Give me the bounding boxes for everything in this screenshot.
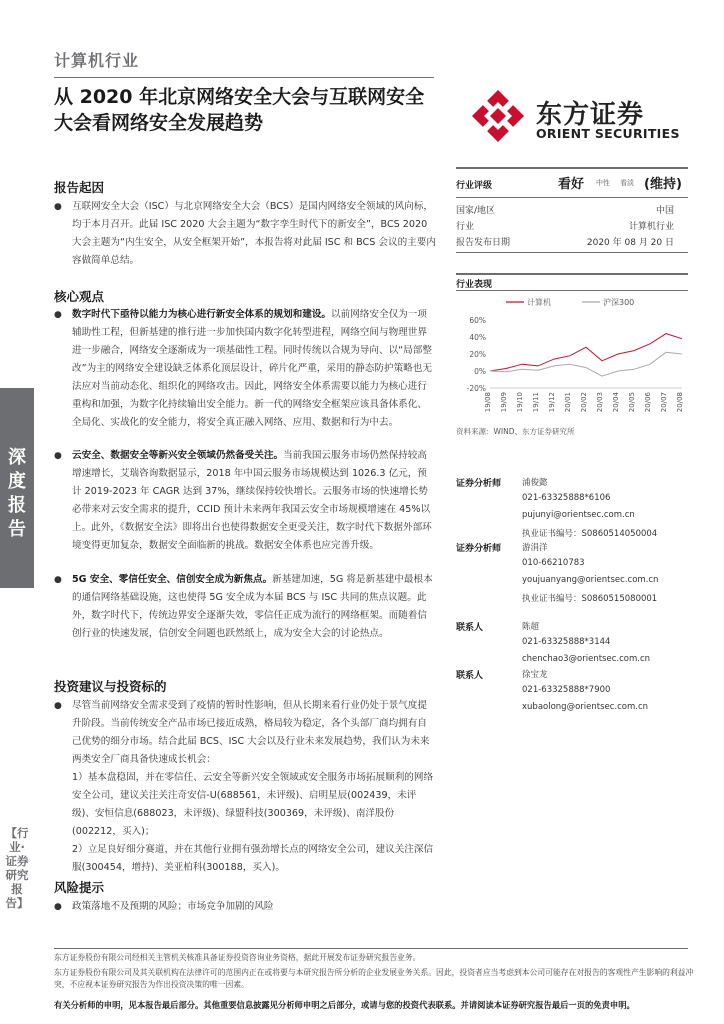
contact-email[interactable]: chenchao3@orientsec.com.cn [522, 654, 651, 664]
company-logo [470, 88, 680, 148]
analyst-role: 证券分析师 [456, 479, 502, 489]
footer-line-3: 有关分析师的申明，见本报告最后部分。其他重要信息披露见分析师申明之后部分，或请与您的投资代表联系。并请阅读本证券研究报告最后一页的免责申明。 [54, 1000, 635, 1010]
analyst-phone: 010-66210783 [522, 558, 585, 568]
info-value: 计算机行业 [628, 222, 674, 232]
info-value: 中国 [655, 206, 674, 216]
industry-label: 计算机行业 [54, 51, 140, 70]
x-tick-label: 19/10 [516, 392, 524, 413]
y-tick-label: 0% [474, 367, 486, 376]
contact-phone: 021-63325888*7900 [522, 685, 611, 695]
x-tick-label: 19/12 [548, 392, 556, 413]
section-title-invest: 投资建议与投资标的 [54, 679, 167, 694]
rating-option-bearish: 看淡 [620, 179, 634, 187]
footer-line-1: 东方证券股份有限公司经相关主管机关核准具备证券投资咨询业务资格，据此开展发布证券研究报告业务。 [54, 953, 421, 962]
bullet-dot-icon: ● [54, 451, 62, 461]
y-tick-label: 40% [469, 333, 486, 342]
logo-cn-text: 东方证券 [536, 100, 645, 130]
section-title-risk: 风险提示 [54, 880, 105, 895]
industry-performance-chart [456, 292, 688, 422]
rating-row [456, 172, 688, 196]
x-tick-label: 20/07 [660, 392, 668, 413]
bullet-dot-icon: ● [54, 310, 62, 320]
contact-phone: 021-63325888*3144 [522, 637, 611, 647]
perf-top-divider [456, 273, 688, 275]
y-tick-label: 60% [469, 316, 486, 325]
y-tick-label: -20% [466, 384, 486, 393]
x-tick-label: 20/03 [596, 392, 604, 413]
view-3-bold: 5G 安全、零信任安全、信创安全成为新焦点。 [72, 574, 273, 585]
analyst-2 [456, 541, 688, 621]
x-tick-label: 20/05 [628, 392, 636, 413]
invest-p1: 1）基本盘稳固，并在零信任、云安全等新兴安全领域或安全服务市场拓展顺利的网络安全公司，建议关注关注奇安信-U(688561，未评级)、启明星辰(002439，未评级)、安恒信息(688023，未评级)、绿盟科技(300369，未评级)、南洋股份(002212，买入)； [72, 772, 434, 837]
series-line-computer [490, 334, 682, 371]
section-title-origin: 报告起因 [54, 180, 105, 195]
x-tick-label: 20/02 [580, 392, 588, 413]
view-2-text: 当前我国云服务市场仍然保持较高增速增长，艾瑞咨询数据显示，2018 年中国云服务市场规模达到 1026.3 亿元，预计 2019-2023 年 CAGR 达到 37%，继续保持较快增长。云服务市场的快速增长势必带来对云安全需求的提升，CCID 预计未来两年我国云安全市场规模增速在 45%以上。此外，《数据安全法》即将出台也使得数据安全更受关注，数字时代下数据外部环境变得更加复杂，数据安全面临新的挑战。数据安全体系也应完善升级。 [72, 450, 432, 551]
analyst-email[interactable]: pujunyi@orientsec.com.cn [522, 510, 635, 520]
x-tick-label: 20/01 [564, 392, 572, 413]
info-value: 2020 年 08 月 20 日 [586, 238, 674, 248]
contact-role: 联系人 [456, 623, 484, 633]
analyst-phone: 021-63325888*6106 [522, 493, 611, 503]
info-divider [456, 252, 688, 253]
info-key: 行业 [456, 222, 475, 232]
contact-name: 陈超 [522, 622, 540, 632]
view-1-bold: 数字时代下亟待以能力为核心进行新安全体系的规划和建设。 [72, 309, 332, 320]
bullet-dot-icon: ● [54, 902, 62, 912]
contact-role: 联系人 [456, 671, 484, 681]
orient-logo-icon [470, 88, 526, 144]
x-tick-label: 20/08 [676, 392, 684, 413]
rating-label: 行业评级 [456, 181, 493, 191]
side-tab-label: 深度报告 [8, 447, 26, 540]
view-3-text: 新基建加速，5G 将是新基建中最根本的通信网络基础设施，这也使得 5G 安全成为本届 BCS 与 ISC 共同的焦点议题。此外，数字时代下，传统边界安全逐渐失效，零信任正成为流行的网络框架。而随着信创行业的快速发展，信创安全问题也跃然纸上，成为安全大会的讨论热点。 [72, 574, 433, 639]
x-tick-label: 19/08 [484, 392, 492, 413]
report-title: 从 2020 年北京网络安全大会与互联网安全大会看网络安全发展趋势 [54, 86, 425, 134]
info-row-date [456, 233, 688, 251]
analyst-name: 游涓洋 [522, 543, 548, 553]
series-line-hs300 [490, 352, 682, 376]
invest-p2: 2）立足良好细分赛道，并在其他行业拥有强劲增长点的网络安全公司，建议关注深信服(300454，增持)、美亚柏科(300188，买入)。 [72, 844, 434, 873]
perf-title: 行业表现 [456, 280, 493, 290]
rating-option-neutral: 中性 [596, 179, 610, 187]
risk-text: 政策落地不及预期的风险；市场竞争加剧的风险 [72, 901, 274, 912]
analyst-cert: 执业证书编号：S0860514050004 [522, 529, 658, 539]
x-tick-label: 20/06 [644, 392, 652, 413]
bullet-dot-icon: ● [54, 202, 62, 212]
view-2-bold: 云安全、数据安全等新兴安全领域仍然备受关注。 [72, 450, 284, 461]
analyst-email[interactable]: youjuanyang@orientsec.com.cn [522, 575, 659, 585]
bullet-dot-icon: ● [54, 575, 62, 585]
contact-name: 徐宝龙 [522, 670, 548, 680]
perf-title-divider [456, 290, 688, 291]
legend-label: 沪深300 [603, 298, 635, 307]
chart-source: 资料来源：WIND、东方证券研究所 [456, 427, 575, 436]
invest-intro: 尽管当前网络安全需求受到了疫情的暂时性影响，但从长期来看行业仍处于景气度提升阶段。当前传统安全产品市场已接近成熟，格局较为稳定，各个头部厂商均拥有自己优势的细分市场。结合此届 BCS、ISC 大会以及行业未来发展趋势，我们认为未来两类安全厂商具备快速成长机会： [72, 700, 430, 765]
logo-en-text: ORIENT SECURITIES [536, 126, 680, 141]
x-tick-label: 20/04 [612, 392, 620, 413]
info-key: 报告发布日期 [456, 238, 511, 248]
analyst-role: 证券分析师 [456, 544, 502, 554]
footer-line-2: 东方证券股份有限公司及其关联机构在法律许可的范围内正在或将要与本研究报告所分析的企业发展业务关系。因此，投资者应当考虑到本公司可能存在对报告的客观性产生影响的利益冲突，不应视本证券研究报告为作出投资决策的唯一因素。 [54, 968, 694, 989]
rating-divider [456, 197, 688, 198]
rating-maintain: (维持) [644, 177, 682, 192]
x-tick-label: 19/11 [532, 392, 540, 413]
contact-2 [456, 668, 688, 732]
x-tick-label: 19/09 [500, 392, 508, 413]
side-tab [0, 388, 34, 588]
footer-divider [54, 948, 688, 949]
info-key: 国家/地区 [456, 206, 496, 216]
legend-label: 计算机 [527, 298, 551, 307]
side-vertical-label: 【行业·证券研究报告】 [5, 826, 29, 910]
bullet-dot-icon: ● [54, 701, 62, 711]
y-tick-label: 20% [469, 350, 486, 359]
origin-text: 互联网安全大会（ISC）与北京网络安全大会（BCS）是国内网络安全领域的风向标，均于本月召开。此届 ISC 2020 大会主题为“数字孪生时代下的新安全”，BCS 2020 大会主题为“内生安全，从安全框架开始”，本报告将对此届 ISC 和 BCS 会议的主要内容做简单总结。 [72, 201, 436, 266]
rating-value: 看好 [558, 177, 585, 192]
analyst-cert: 执业证书编号：S0860515080001 [522, 594, 658, 604]
analyst-name: 浦俊懿 [522, 478, 548, 488]
contact-email[interactable]: xubaolong@orientsec.com.cn [522, 702, 649, 712]
right-top-divider [456, 167, 688, 169]
view-1-text: 以前网络安全仅为一项辅助性工程，但新基建的推行进一步加快国内数字化转型进程，网络空间与物理世界进一步融合，网络安全逐渐成为一项基础性工程。同时传统以合规为导向、以“局部整改”为主的网络安全建设缺乏体系化顶层设计，碎片化严重，采用的静态防护策略也无法应对当前动态化、组织化的网络攻击。因此，网络安全体系需要以能力为核心进行重构和加强，为数字化持续输出安全能力。新一代的网络安全框架应该具备体系化、全局化、实战化的安全能力，将安全真正融入网络、应用、数据和行为中去。 [72, 309, 432, 428]
header-divider [54, 77, 434, 78]
section-title-views: 核心观点 [54, 289, 105, 304]
